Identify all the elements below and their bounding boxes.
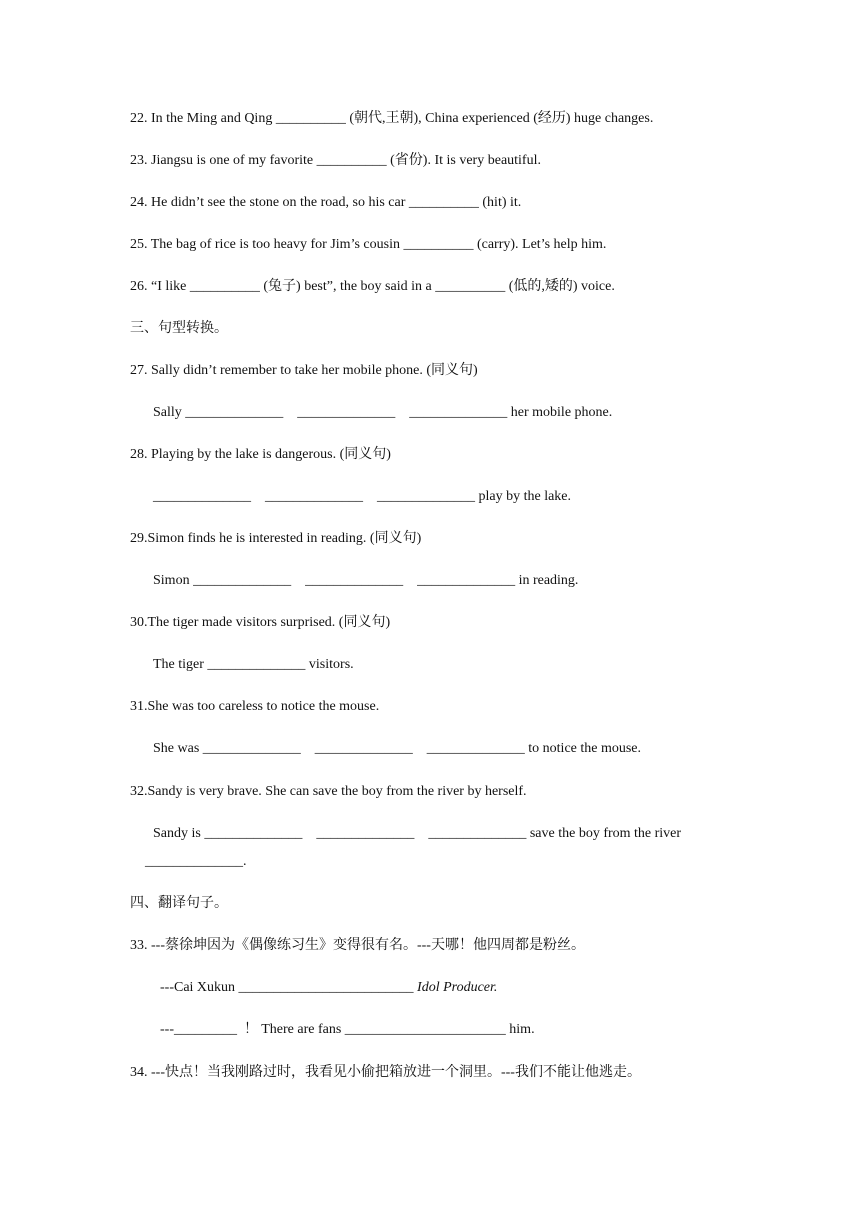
question-34-prompt: 34. ---快点！当我刚路过时，我看见小偷把箱放进一个洞里。---我们不能让他逃走。 bbox=[130, 1065, 641, 1080]
question-29-answer: Simon ______________ ______________ ______________ in reading. bbox=[153, 573, 579, 588]
question-32-answer-continued: ______________. bbox=[145, 854, 247, 869]
section-4-heading: 四、翻译句子。 bbox=[130, 896, 228, 911]
question-28-prompt: 28. Playing by the lake is dangerous. (同义句) bbox=[130, 447, 391, 462]
question-27-answer: Sally ______________ ______________ ______________ her mobile phone. bbox=[153, 405, 613, 420]
question-28-answer: ______________ ______________ ______________ play by the lake. bbox=[153, 489, 572, 504]
question-33-line-2: ---_________ ！ There are fans _______________________ him. bbox=[160, 1022, 535, 1037]
question-32-prompt: 32.Sandy is very brave. She can save the boy from the river by herself. bbox=[130, 784, 527, 799]
question-33-line-1 bbox=[160, 979, 497, 997]
question-27-prompt: 27. Sally didn’t remember to take her mobile phone. (同义句) bbox=[130, 363, 478, 378]
question-33-line-1-title: Idol Producer. bbox=[417, 980, 498, 995]
section-3-heading: 三、句型转换。 bbox=[130, 321, 228, 336]
question-32-answer: Sandy is ______________ ______________ ______________ save the boy from the river bbox=[153, 826, 682, 841]
question-30-answer: The tiger ______________ visitors. bbox=[153, 657, 354, 672]
question-23: 23. Jiangsu is one of my favorite __________ (省份). It is very beautiful. bbox=[130, 153, 541, 168]
question-31-answer: She was ______________ ______________ ______________ to notice the mouse. bbox=[153, 741, 642, 756]
question-26: 26. “I like __________ (兔子) best”, the boy said in a __________ (低的,矮的) voice. bbox=[130, 279, 615, 294]
question-33-line-1-text: ---Cai Xukun _________________________ bbox=[160, 980, 418, 995]
question-22: 22. In the Ming and Qing __________ (朝代,王朝), China experienced (经历) huge changes. bbox=[130, 111, 654, 126]
question-33-prompt: 33. ---蔡徐坤因为《偶像练习生》变得很有名。---天哪！他四周都是粉丝。 bbox=[130, 938, 585, 953]
question-29-prompt: 29.Simon finds he is interested in reading. (同义句) bbox=[130, 531, 422, 546]
question-31-prompt: 31.She was too careless to notice the mouse. bbox=[130, 699, 380, 714]
question-24: 24. He didn’t see the stone on the road, so his car __________ (hit) it. bbox=[130, 195, 522, 210]
question-30-prompt: 30.The tiger made visitors surprised. (同义句) bbox=[130, 615, 391, 630]
question-25: 25. The bag of rice is too heavy for Jim’s cousin __________ (carry). Let’s help him. bbox=[130, 237, 607, 252]
